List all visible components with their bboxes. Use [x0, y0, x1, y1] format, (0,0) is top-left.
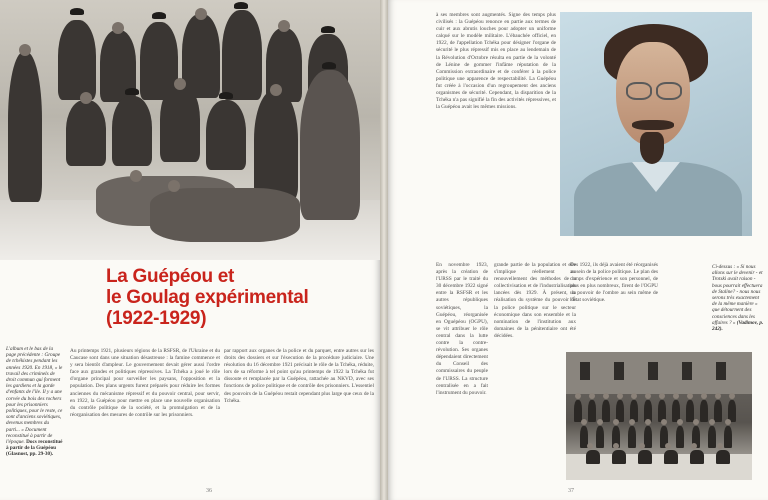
figure	[8, 52, 42, 202]
caption-text: Ci-dessus : « Si nous allons sur le devenir - et Trotski avait raison - bous pourrait effectuera de Staline? - nous nous serons très exactement de la même manière » que détournent des consciences dans les affaires ? »	[712, 264, 763, 326]
figure-head	[19, 44, 31, 56]
book-gutter	[380, 0, 388, 500]
figure-hat	[321, 26, 335, 33]
figure-hat	[234, 2, 248, 9]
figure-hat	[219, 92, 233, 99]
caption-source: Docs reconstitué à partir de la Guépéou (Glasnost, pp. 29-30).	[6, 439, 63, 458]
window	[614, 362, 624, 380]
body-text-column: Des 1922, ils déjà avaient été réorganisés au sein de la police politique. Le plan des camps d'expérience et son personnel, de plus en plus nombreux, firent de l'OGPU un pouvoir de l'ombre au sein même de l'État soviétique.	[570, 262, 658, 304]
figure-head	[80, 92, 92, 104]
figure-head	[168, 180, 180, 192]
person	[690, 450, 704, 464]
body-text-column: par rapport aux organes de la police et du parquet, entre autres sur les droits des dossiers et sur l'éxecution de la procédure judiciaire. Une résolution du 16 décembre 1921 précisait le rôle de la Tchéka, réduite, lors de sa réforme à tel point qu'au printemps de 1922 la Tchéka fut dissoute et remplacée par la Guépéou, rattachée au NKVD, avec ses fonctions de police politique et de contrôle des prisonniers. L'essentiel des pouvoirs de la Guépéou restait cependant plus large que ceux de la Tchéka.	[224, 348, 374, 404]
person	[596, 426, 604, 448]
person	[628, 426, 636, 448]
figure-head	[130, 170, 142, 182]
figure	[206, 100, 246, 170]
figure-head	[174, 78, 186, 90]
figure-long-coat	[300, 70, 360, 220]
left-page	[0, 0, 380, 500]
body-text-column: En novembre 1923, après la création de l'URSS par le traité du 30 décembre 1922 signé entre la RSFSR et les autres républiques soviétiques, la Guépéou, réorganisée en Oguépéou (OGPU), se vit attribuer le rôle central dans la lutte contre la contre-révolution. Ses organes dépendaient directement du Conseil des commissaires du peuple de l'URSS. La structure centralisée en a fait l'instrument du pouvoir.	[436, 262, 488, 396]
figure	[66, 100, 106, 166]
person	[686, 400, 694, 422]
person	[588, 400, 596, 422]
person	[724, 426, 732, 448]
person	[638, 450, 652, 464]
window	[580, 362, 590, 380]
person	[708, 426, 716, 448]
group-photo-officers	[566, 352, 752, 480]
chapter-title-line: La Guépéou et	[106, 266, 235, 287]
people-row	[572, 450, 746, 472]
photo-caption	[6, 346, 64, 458]
figure-hat	[322, 62, 336, 69]
person	[716, 450, 730, 464]
figure-head	[195, 8, 207, 20]
figure-head	[270, 84, 282, 96]
page-number: 36	[206, 488, 212, 494]
group-photo-chekists	[0, 0, 380, 260]
glasses-lens	[656, 82, 682, 100]
person	[602, 400, 610, 422]
figure	[254, 90, 298, 200]
person	[676, 426, 684, 448]
portrait-beard	[640, 132, 664, 164]
portrait-photo	[560, 12, 752, 236]
figure	[222, 10, 262, 100]
figure	[112, 96, 152, 166]
caption-text: L'album et le bas de la page précédente : Groupe de tchékistes pendant les années 1920. En 1918, « le travail des criminels de droit commun qui forment les gardiens et la garde d'enfants de l'ile. Il y a une corvée du bois des rochers pour les prisonniers politiques, pour le reste, ce sont d'anciens soviétiques, devenus membres du parti... » Document reconstitué à partir de l'époque.	[6, 346, 63, 446]
chapter-title-line: le Goulag expérimental	[106, 287, 309, 308]
window	[648, 362, 658, 380]
chapter-title-line: (1922-1929)	[106, 308, 207, 329]
figure-hat	[70, 8, 84, 15]
figure-reclining	[150, 188, 300, 242]
figure-hat	[125, 88, 139, 95]
figure	[160, 84, 200, 162]
person	[664, 450, 678, 464]
right-page	[388, 0, 768, 500]
figure	[58, 20, 96, 100]
chapter-title	[106, 266, 376, 329]
body-text-column: Au printemps 1921, plusieurs régions de la RSFSR, de l'Ukraine et du Caucase sont dans une situation désastreuse : la famine commence et y sera bientôt d'ampleur. Le gouvernement devait gérer aussi l'ordre face aux grandes et politiques répressives. La Tchéka a joué le rôle d'organe principal pour surveiller les paysans, l'opposition et la population. Des plans urgents furent préparés pour réduire les formes anciennes du mécanisme répressif et du pouvoir central, pour servir, en 1922, la Guépéou pour mettre en place une nouvelle organisation du contrôle politique de la société, et la promulgation et de la réorganisation des mesures de contrôle sur les prisonniers.	[70, 348, 220, 418]
body-text-column: à ses membres sont augmentés. Signe des temps plus civilisés : la Guépéou renonce en partie aux termes de cuir et aux abrutis louches pour adopter un uniforme calqué sur le modèle militaire. L'ébauchée officiel, en 1922, de l'appellation Tchéka pour désigner l'organe de sécurité le plus répressif mis en place au lendemain de la Révolution d'Octobre résulta en partie de la volonté de Lénine de gommer l'infâme réputation de la Commission extraordinaire et de conférer à la police politique une apparence de respectabilité. La Guépéou fut créée à l'occasion d'un regroupement des anciens organismes de sécurité. Cependant, la disparition de la Tchéka n'a pas signifié la fin des activités répressives, et la Guépéou avait les mêmes missions.	[436, 12, 556, 111]
portrait-mustache	[632, 120, 674, 130]
figure-head	[112, 22, 124, 34]
caption-source: (Vadimov, p. 242).	[712, 319, 764, 333]
person	[714, 400, 722, 422]
figure-hat	[152, 12, 166, 19]
photo-caption	[712, 264, 764, 332]
body-text-column: grande partie de la population et elle s'implique réellement au renouvellement des méthodes de la collectivisation et de l'industrialisation lancées dès 1929. À présent, la réalisation du système du pouvoir de la police politique sur le secteur économique dans son ensemble et la nomination de l'institution aux domaines de la pénitentiaire ont été décidées.	[494, 262, 576, 339]
window	[716, 362, 726, 380]
person	[574, 400, 582, 422]
glasses-lens	[626, 82, 652, 100]
person	[644, 426, 652, 448]
figure-head	[278, 20, 290, 32]
page-number: 37	[568, 488, 574, 494]
person	[586, 450, 600, 464]
person	[700, 400, 708, 422]
person	[612, 450, 626, 464]
window	[682, 362, 692, 380]
